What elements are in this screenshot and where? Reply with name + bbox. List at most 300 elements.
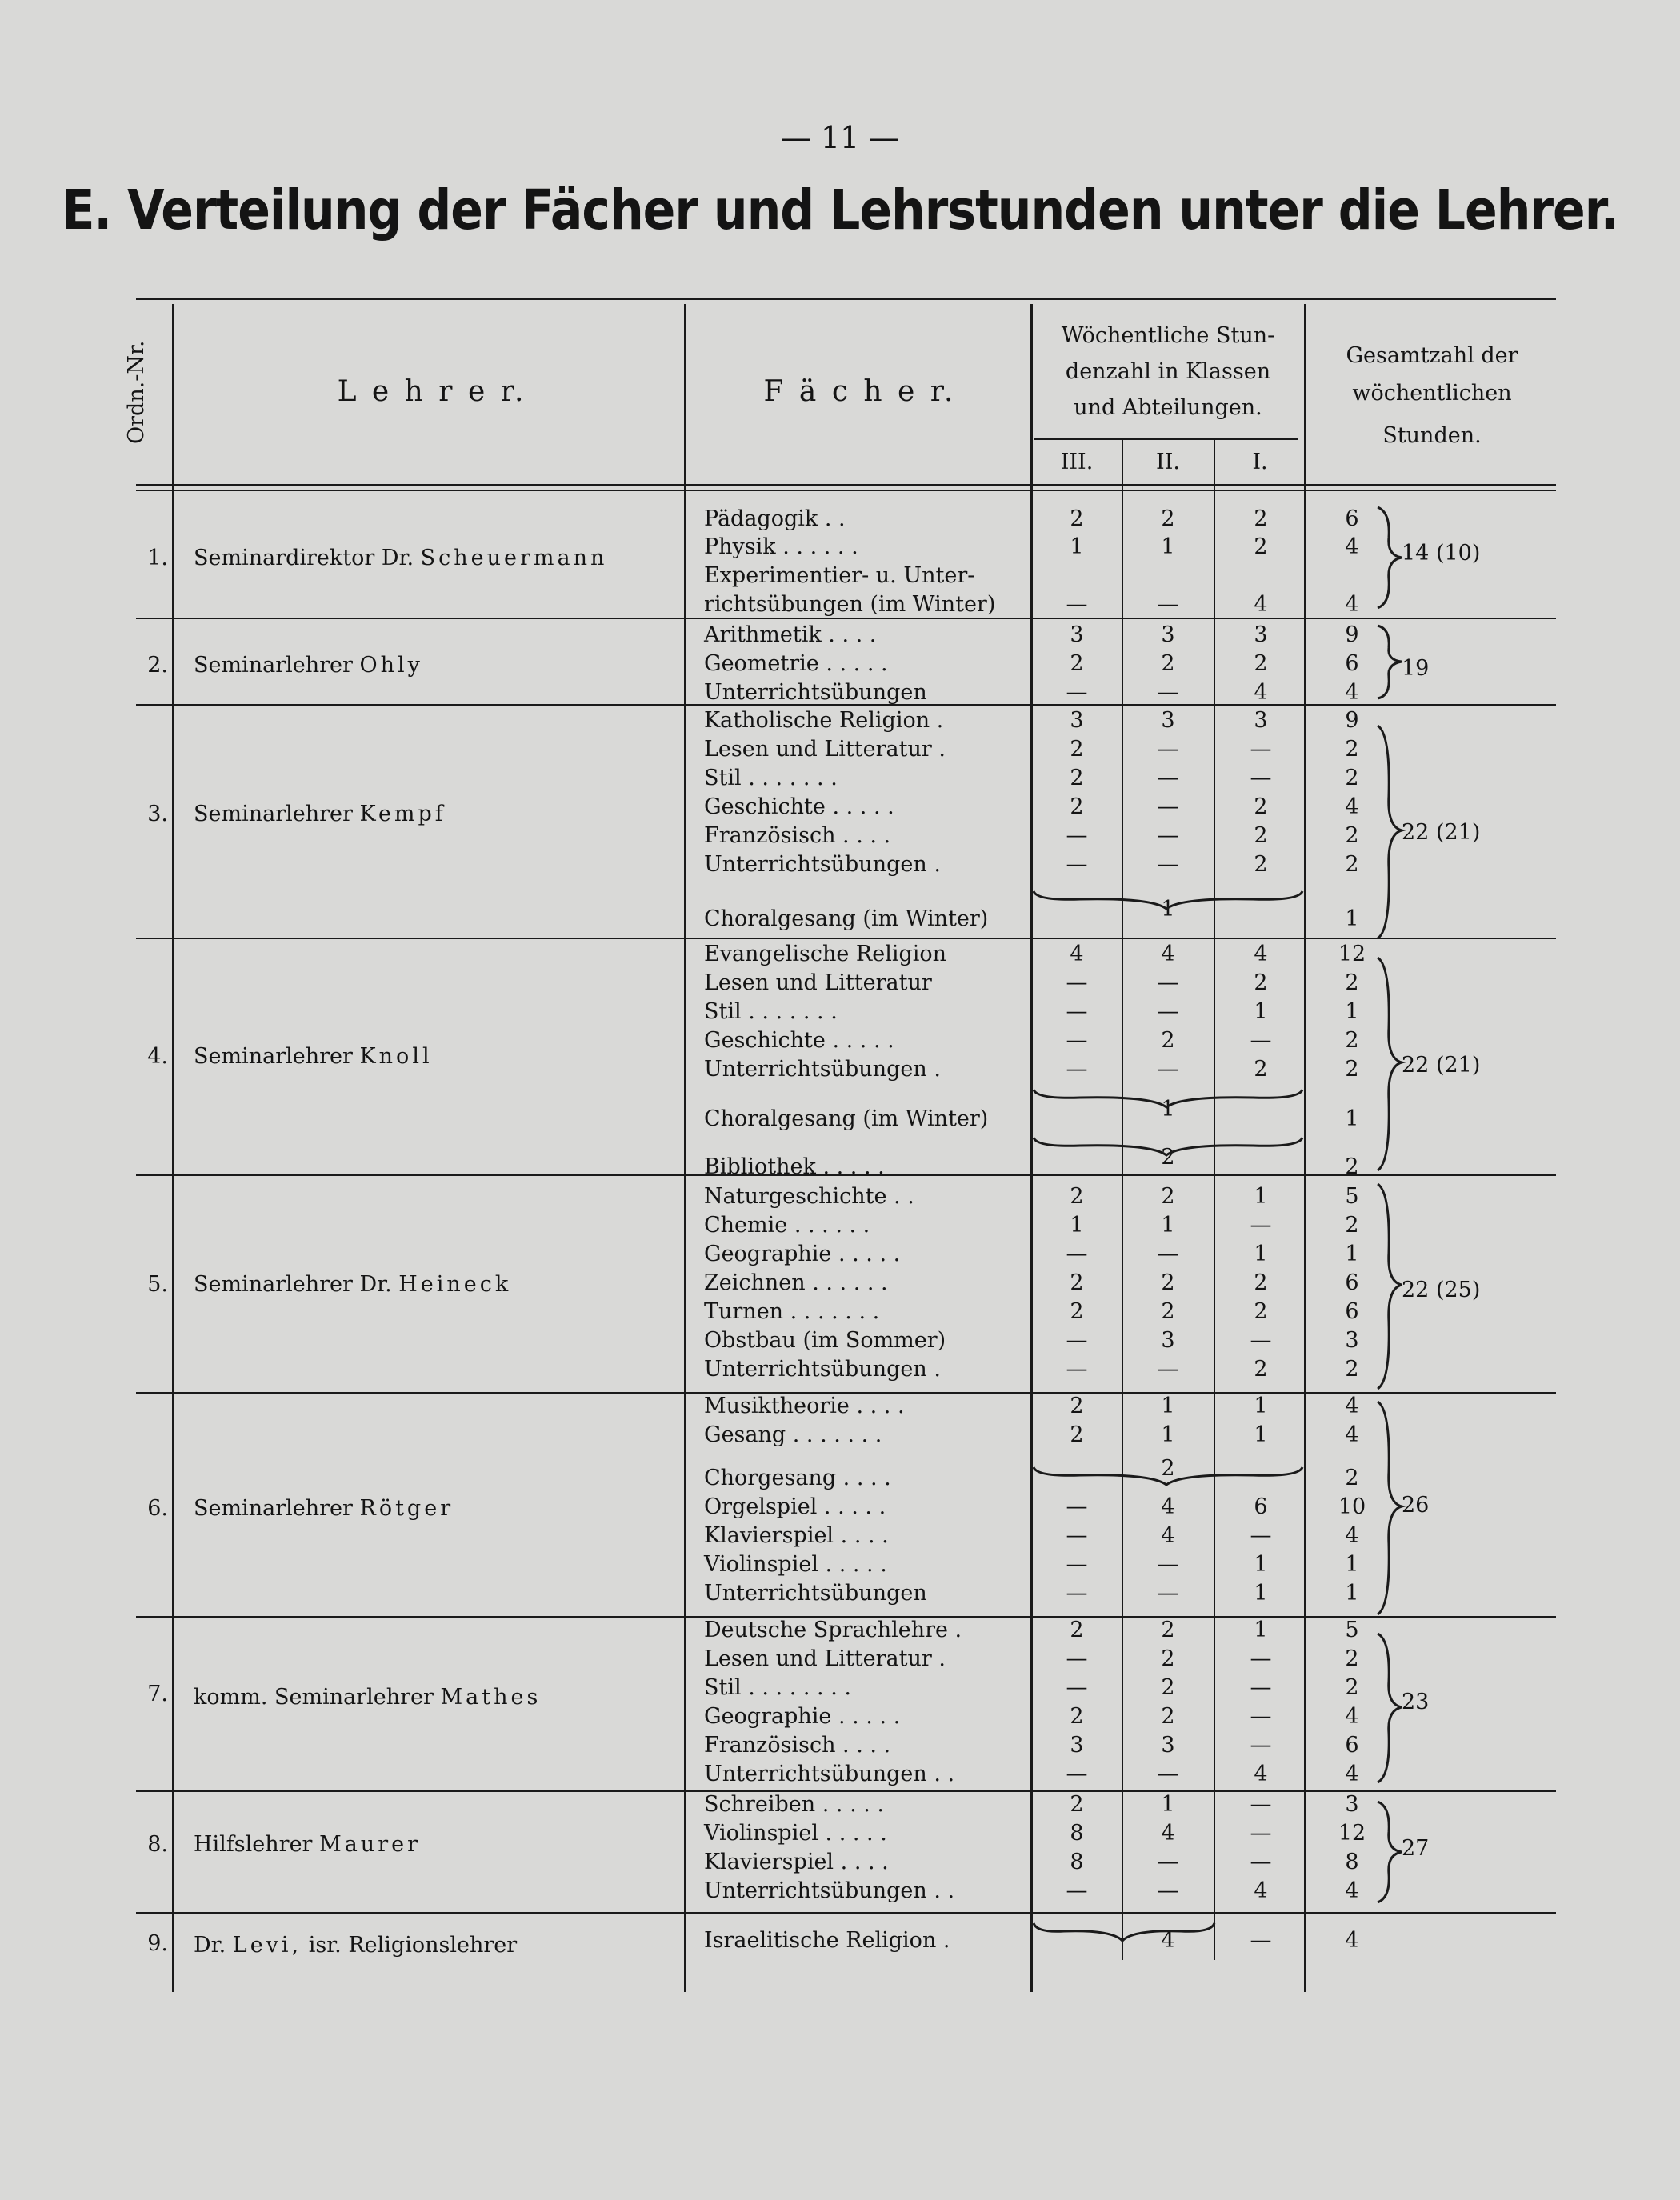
teacher-total-3: 22 (21) [1402,820,1481,845]
subject-label: Katholische Religion . [704,708,944,733]
teacher-total-5: 22 (25) [1402,1278,1481,1302]
teacher-total-1: 14 (10) [1402,541,1481,566]
hours-total: 6 [1345,1299,1359,1324]
col-rule-i [1304,304,1306,1992]
teacher-nr-1: 1. [147,546,168,570]
hours-total: 3 [1345,1328,1359,1353]
hours-total: 2 [1345,766,1359,790]
subject-label: Chorgesang . . . . [704,1466,891,1490]
hours-c1: 2 [1254,852,1268,877]
hours-c2: — [1157,1581,1179,1606]
hours-c3: — [1066,1242,1088,1266]
hours-total: 4 [1345,1394,1359,1418]
hours-total: 4 [1345,534,1359,559]
header-gesamt-2: wöchentlichen [1352,381,1512,406]
hours-c2: 1 [1161,1792,1175,1817]
hours-c3: 2 [1070,1184,1084,1209]
hours-total: 5 [1345,1618,1359,1642]
hours-c1: 1 [1254,1242,1268,1266]
hours-c1: — [1250,737,1272,762]
hours-c2: — [1157,852,1179,877]
hours-total: 1 [1345,1106,1359,1131]
teacher-prefix: Seminarlehrer Dr. [194,1272,392,1297]
hours-c2: 2 [1161,1646,1175,1671]
hours-c2: — [1157,999,1179,1024]
hours-c2: 4 [1161,1523,1175,1548]
teacher-prefix: Dr. [194,1933,226,1958]
teacher-name: Scheuermann [420,546,608,570]
hours-total: 2 [1345,1357,1359,1382]
subject-label: Deutsche Sprachlehre . [704,1618,962,1642]
subject-label: Geographie . . . . . [704,1242,901,1266]
subject-label: Arithmetik . . . . [704,622,877,647]
teacher-total-4: 22 (21) [1402,1053,1481,1078]
teacher-prefix: Hilfslehrer [194,1832,313,1857]
hours-c2: — [1157,970,1179,995]
subject-label: Bibliothek . . . . . [704,1154,885,1179]
hours-c1: — [1250,1675,1272,1700]
teacher-nr-6: 6. [147,1496,168,1521]
hours-c1: — [1250,1792,1272,1817]
hours-c2: 2 [1161,1184,1175,1209]
hours-c3: 3 [1070,708,1084,733]
hours-c3: 2 [1070,1299,1084,1324]
teacher-suffix: isr. Religionslehrer [308,1933,518,1958]
hours-c2: 2 [1161,651,1175,676]
subject-label: Geometrie . . . . . [704,651,888,676]
hours-total: 4 [1345,1762,1359,1786]
hours-c1: 1 [1254,1581,1268,1606]
subject-label: Klavierspiel . . . . [704,1523,889,1548]
hours-c2: 4 [1161,942,1175,966]
hours-total: 2 [1345,1057,1359,1082]
hours-c2: 2 [1161,1028,1175,1053]
header-gesamt-1: Gesamtzahl der [1346,343,1518,368]
teacher-name: Kempf [359,802,446,826]
hours-c1: 2 [1254,823,1268,848]
hours-total: 1 [1345,999,1359,1024]
brace-total-3 [1374,724,1406,940]
teacher-4 [194,1044,433,1069]
header-woch-2: denzahl in Klassen [1065,359,1271,384]
col-rule-iii [1122,440,1123,1960]
hours-c2: 2 [1161,1456,1175,1481]
hours-c1: — [1250,1028,1272,1053]
subject-label: Geschichte . . . . . [704,1028,894,1053]
subject-label: Lesen und Litteratur . [704,1646,946,1671]
hours-c3: 2 [1070,1270,1084,1295]
hours-c1: 4 [1254,592,1268,617]
hours-c2: 2 [1161,1145,1175,1170]
teacher-name: Levi, [232,1933,302,1958]
subject-label: Unterrichtsübungen . [704,1357,941,1382]
hours-c1: — [1250,1213,1272,1238]
teacher-5 [194,1272,511,1297]
hours-c1: 2 [1254,651,1268,676]
hours-c3: — [1066,1762,1088,1786]
hours-c1: 2 [1254,1299,1268,1324]
hours-c1: 1 [1254,999,1268,1024]
hours-total: 4 [1345,592,1359,617]
hours-c3: — [1066,1552,1088,1577]
teacher-name: Maurer [319,1832,421,1857]
hours-c3: — [1066,1057,1088,1082]
hours-c3: — [1066,1028,1088,1053]
subject-label: Orgelspiel . . . . . [704,1494,886,1519]
teacher-nr-9: 9. [147,1931,168,1956]
hours-c1: — [1250,766,1272,790]
hours-c1: 1 [1254,1184,1268,1209]
hours-total: 3 [1345,1792,1359,1817]
hours-c2: — [1157,823,1179,848]
hours-total: 4 [1345,1928,1359,1953]
hours-c3: — [1066,823,1088,848]
teacher-3 [194,802,446,826]
subject-label: Violinspiel . . . . . [704,1821,887,1846]
subject-label: Choralgesang (im Winter) [704,1106,989,1131]
hours-c2: 2 [1161,1704,1175,1729]
teacher-8 [194,1832,421,1857]
hours-c2: — [1157,680,1179,705]
teacher-nr-7: 7. [147,1682,168,1706]
hours-total: 6 [1345,651,1359,676]
hours-c3: 2 [1070,1422,1084,1447]
hours-total: 6 [1345,506,1359,531]
hours-c2: — [1157,1878,1179,1903]
hours-c2: — [1157,1762,1179,1786]
subject-label: Obstbau (im Sommer) [704,1328,946,1353]
hours-c2: — [1157,1850,1179,1874]
subject-label: Zeichnen . . . . . . [704,1270,888,1295]
brace-total-5 [1374,1182,1406,1390]
hours-total: 4 [1345,1523,1359,1548]
hours-c2: 3 [1161,622,1175,647]
hours-total: 1 [1345,1242,1359,1266]
hours-c1: — [1250,1328,1272,1353]
subject-label: Turnen . . . . . . . [704,1299,880,1324]
hours-c2: — [1157,1357,1179,1382]
hours-total: 2 [1345,823,1359,848]
col-rule-ii [1214,440,1215,1960]
hours-c1: 1 [1254,1422,1268,1447]
page-title: E. Verteilung der Fächer und Lehrstunden unter die Lehrer. [62,178,1618,243]
group-rule-3 [136,938,1556,939]
hours-c1: 3 [1254,708,1268,733]
hours-total: 9 [1345,708,1359,733]
hours-c3: 2 [1070,1618,1084,1642]
hours-c3: 3 [1070,1733,1084,1758]
hours-c2: 1 [1161,1422,1175,1447]
header-gesamt-3: Stunden. [1382,423,1482,448]
subject-label: Geschichte . . . . . [704,794,894,819]
hours-total: 2 [1345,970,1359,995]
hours-c2: 1 [1161,897,1175,922]
hours-c3: — [1066,970,1088,995]
subject-label: Israelitische Religion . [704,1928,950,1953]
hours-c1: 2 [1254,1270,1268,1295]
hours-c1: 2 [1254,1357,1268,1382]
teacher-total-8: 27 [1402,1836,1430,1861]
subject-label: Choralgesang (im Winter) [704,906,989,931]
brace-total-7 [1374,1632,1406,1784]
header-bottom-rule [136,484,1556,486]
teacher-nr-2: 2. [147,653,168,678]
hours-c3: 2 [1070,737,1084,762]
teacher-7 [194,1685,541,1710]
header-woch-3: und Abteilungen. [1074,395,1262,420]
hours-c2: 4 [1161,1821,1175,1846]
hours-c3: — [1066,1357,1088,1382]
page-number: — 11 — [780,120,900,155]
hours-total: 2 [1345,1213,1359,1238]
hours-c2: 2 [1161,1675,1175,1700]
subheader-rule [1034,438,1298,440]
brace-total-4 [1374,956,1406,1172]
teacher-2 [194,653,423,678]
hours-c1: 2 [1254,1057,1268,1082]
subject-label: Musiktheorie . . . . [704,1394,905,1418]
hours-total: 9 [1345,622,1359,647]
hours-c3: 1 [1070,1213,1084,1238]
hours-c1: 1 [1254,1552,1268,1577]
hours-c2: 3 [1161,708,1175,733]
subject-label: Violinspiel . . . . . [704,1552,887,1577]
hours-total: 4 [1345,680,1359,705]
hours-c3: 2 [1070,506,1084,531]
hours-total: 2 [1345,1675,1359,1700]
header-bottom-rule-2 [136,490,1556,491]
hours-total: 2 [1345,1646,1359,1671]
hours-c2: 3 [1161,1733,1175,1758]
hours-total: 12 [1338,1821,1366,1846]
subject-label: Unterrichtsübungen [704,1581,927,1606]
hours-c1: — [1250,1821,1272,1846]
hours-c1: — [1250,1850,1272,1874]
teacher-prefix: Seminarlehrer [194,1044,353,1069]
col-rule-lehrer [684,304,686,1992]
hours-total: 12 [1338,942,1366,966]
hours-c2: 2 [1161,1618,1175,1642]
hbrace-israel [1032,1920,1216,1944]
teacher-prefix: komm. Seminarlehrer [194,1685,434,1710]
hours-total: 2 [1345,852,1359,877]
hours-c1: 2 [1254,506,1268,531]
hours-c3: — [1066,999,1088,1024]
hours-c1: — [1250,1523,1272,1548]
hours-c3: — [1066,1581,1088,1606]
hours-c3: — [1066,852,1088,877]
hours-c3: — [1066,592,1088,617]
hours-c2: — [1157,1057,1179,1082]
teacher-nr-5: 5. [147,1272,168,1297]
subject-label: richtsübungen (im Winter) [704,592,996,617]
hours-c3: 8 [1070,1821,1084,1846]
hours-c3: 3 [1070,622,1084,647]
hours-c2: — [1157,592,1179,617]
hours-c1: 2 [1254,970,1268,995]
hours-c2: 1 [1161,1097,1175,1122]
hours-c2: 4 [1161,1928,1175,1953]
subject-label: Unterrichtsübungen [704,680,927,705]
hours-c1: 4 [1254,680,1268,705]
brace-total-6 [1374,1400,1406,1616]
hours-c3: 2 [1070,794,1084,819]
hours-c2: — [1157,794,1179,819]
hours-c2: 1 [1161,1394,1175,1418]
teacher-nr-4: 4. [147,1044,168,1069]
hours-c3: 2 [1070,651,1084,676]
hours-total: 8 [1345,1850,1359,1874]
teacher-nr-8: 8. [147,1832,168,1857]
subject-label: Unterrichtsübungen . [704,1057,941,1082]
subject-label: Physik . . . . . . [704,534,858,559]
subject-label: Unterrichtsübungen . . [704,1762,955,1786]
subject-label: Lesen und Litteratur . [704,737,946,762]
subject-label: Gesang . . . . . . . [704,1422,882,1447]
hours-c3: 4 [1070,942,1084,966]
hours-c1: 2 [1254,534,1268,559]
teacher-prefix: Seminarlehrer [194,653,353,678]
hours-c3: — [1066,680,1088,705]
teacher-prefix: Seminardirektor Dr. [194,546,414,570]
hours-total: 6 [1345,1733,1359,1758]
hours-total: 10 [1338,1494,1366,1519]
hbrace-choral-1 [1032,888,1304,912]
brace-total-1 [1374,506,1406,610]
subject-label: Schreiben . . . . . [704,1792,885,1817]
hours-total: 4 [1345,1422,1359,1447]
teacher-name: Rötger [359,1496,454,1521]
hours-c3: — [1066,1878,1088,1903]
hours-c1: 1 [1254,1618,1268,1642]
hours-c2: 1 [1161,1213,1175,1238]
table-top-rule [136,298,1556,300]
hours-c1: 4 [1254,1878,1268,1903]
header-col-i: I. [1252,450,1268,474]
hours-total: 2 [1345,737,1359,762]
hours-total: 4 [1345,1878,1359,1903]
hours-c2: 1 [1161,534,1175,559]
teacher-name: Mathes [440,1685,542,1710]
hours-total: 2 [1345,1028,1359,1053]
teacher-nr-3: 3. [147,802,168,826]
hbrace-chorgesang [1032,1464,1304,1488]
subject-label: Klavierspiel . . . . [704,1850,889,1874]
hbrace-bibliothek [1032,1134,1304,1158]
subject-label: Französisch . . . . [704,823,891,848]
subject-label: Lesen und Litteratur [704,970,932,995]
hours-total: 5 [1345,1184,1359,1209]
subject-label: Unterrichtsübungen . . [704,1878,955,1903]
subject-label: Französisch . . . . [704,1733,891,1758]
teacher-9 [194,1933,517,1958]
subject-label: Experimentier- u. Unter- [704,563,975,588]
teacher-prefix: Seminarlehrer [194,802,353,826]
col-rule-ordn [172,304,174,1992]
hours-c1: 4 [1254,1762,1268,1786]
hours-c3: — [1066,1328,1088,1353]
hours-c2: — [1157,1242,1179,1266]
hours-c2: 3 [1161,1328,1175,1353]
teacher-6 [194,1496,454,1521]
group-rule-1 [136,618,1556,619]
hours-total: 4 [1345,1704,1359,1729]
hours-c2: 2 [1161,1270,1175,1295]
hours-total: 4 [1345,794,1359,819]
subject-label: Evangelische Religion [704,942,947,966]
hours-c1: — [1250,1928,1272,1953]
hours-c1: 4 [1254,942,1268,966]
hours-c2: — [1157,737,1179,762]
hours-c2: 2 [1161,1299,1175,1324]
hours-c3: 2 [1070,1792,1084,1817]
hours-c1: 2 [1254,794,1268,819]
hours-c1: — [1250,1733,1272,1758]
hours-total: 1 [1345,1552,1359,1577]
brace-total-2 [1374,624,1406,700]
subject-label: Stil . . . . . . . [704,999,838,1024]
subject-label: Pädagogik . . [704,506,846,531]
subject-label: Stil . . . . . . . [704,766,838,790]
hours-total: 1 [1345,906,1359,931]
teacher-total-7: 23 [1402,1690,1430,1714]
hours-c3: — [1066,1523,1088,1548]
hours-c1: 6 [1254,1494,1268,1519]
hours-c2: 2 [1161,506,1175,531]
hours-c3: — [1066,1646,1088,1671]
hours-c3: — [1066,1494,1088,1519]
hours-total: 1 [1345,1581,1359,1606]
hours-c1: — [1250,1646,1272,1671]
subject-label: Stil . . . . . . . . [704,1675,851,1700]
hours-c1: — [1250,1704,1272,1729]
teacher-total-6: 26 [1402,1493,1430,1518]
hours-c2: 4 [1161,1494,1175,1519]
group-rule-8 [136,1912,1556,1914]
subject-label: Unterrichtsübungen . [704,852,941,877]
subject-label: Chemie . . . . . . [704,1213,870,1238]
hours-c3: 2 [1070,766,1084,790]
teacher-1 [194,546,607,570]
hours-total: 2 [1345,1154,1359,1179]
teacher-name: Knoll [359,1044,433,1069]
hours-c2: — [1157,766,1179,790]
header-col-ii: II. [1156,450,1180,474]
teacher-total-2: 19 [1402,656,1430,681]
hours-total: 2 [1345,1466,1359,1490]
teacher-name: Ohly [359,653,423,678]
header-faecher: F ä c h e r. [763,375,957,408]
brace-total-8 [1374,1800,1406,1904]
hours-c2: — [1157,1552,1179,1577]
hours-total: 6 [1345,1270,1359,1295]
hours-c3: 2 [1070,1394,1084,1418]
subject-label: Naturgeschichte . . [704,1184,914,1209]
subject-label: Geographie . . . . . [704,1704,901,1729]
hours-c3: 1 [1070,534,1084,559]
hours-c3: — [1066,1675,1088,1700]
teacher-name: Heineck [398,1272,512,1297]
hours-c1: 1 [1254,1394,1268,1418]
teacher-prefix: Seminarlehrer [194,1496,353,1521]
hours-c1: 3 [1254,622,1268,647]
hours-c3: 8 [1070,1850,1084,1874]
hours-c3: 2 [1070,1704,1084,1729]
header-woch-1: Wöchentliche Stun- [1061,323,1275,348]
header-lehrer: L e h r e r. [337,375,527,408]
hbrace-choral-2 [1032,1086,1304,1110]
header-ordn: Ordn.-Nr. [124,340,149,444]
